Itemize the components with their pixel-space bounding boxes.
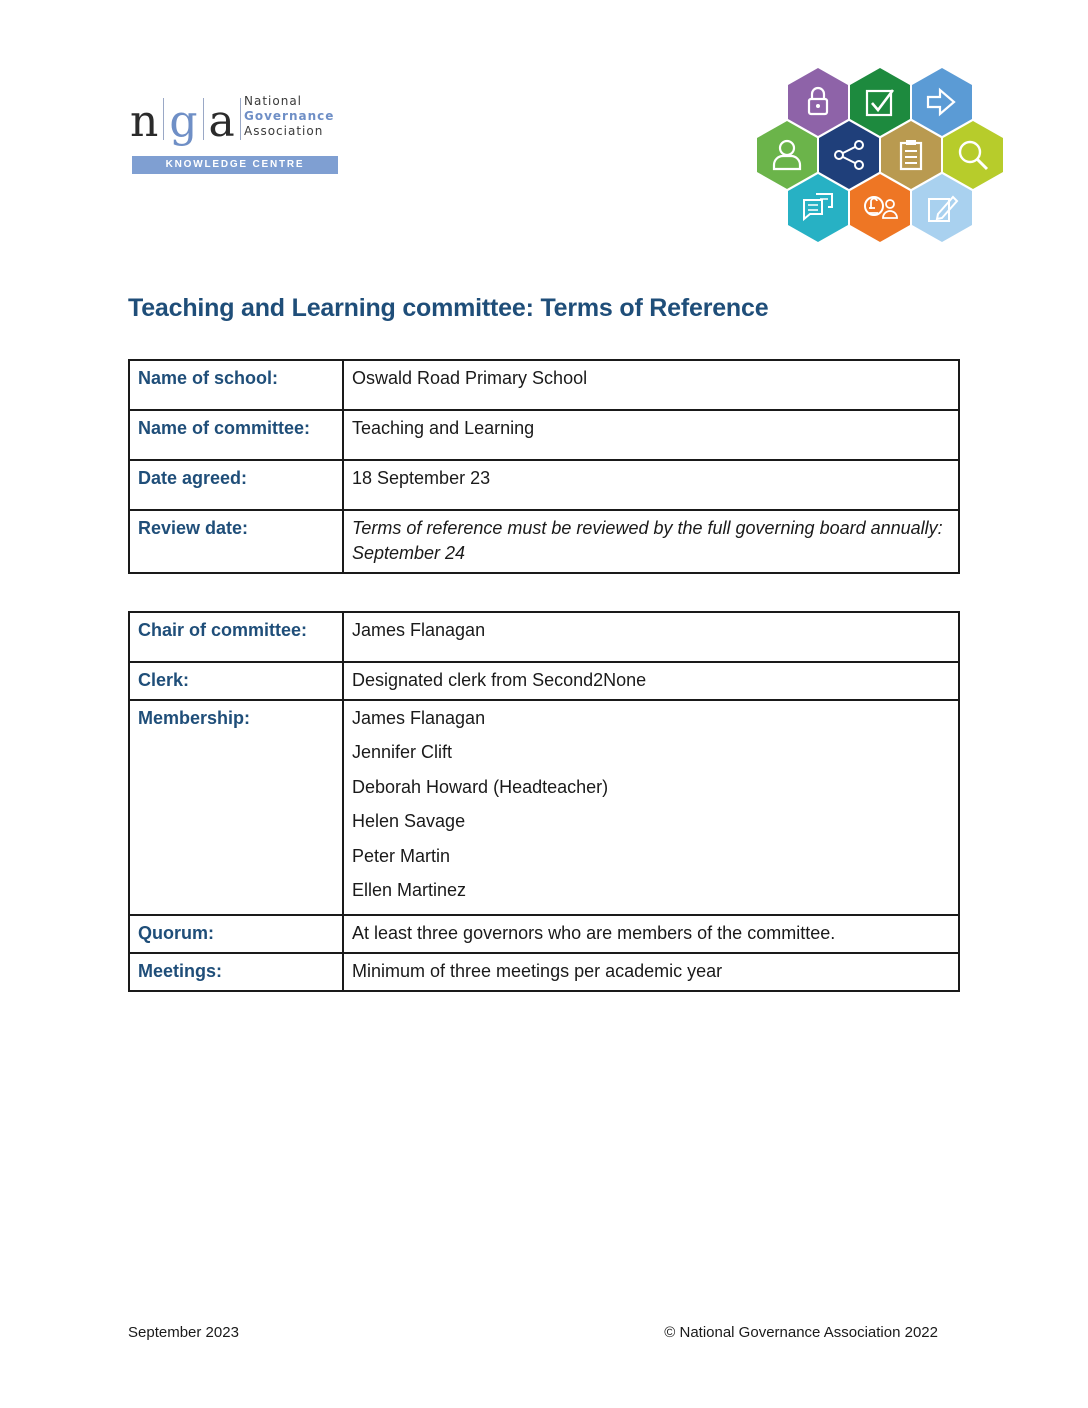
share-network-icon [819, 121, 879, 189]
table-row [129, 915, 959, 953]
date-agreed-value: 18 September 23 [343, 460, 959, 510]
person-icon [757, 121, 817, 189]
committee-name-label: Name of committee: [129, 410, 343, 460]
meetings-value: Minimum of three meetings per academic year [343, 953, 959, 991]
clipboard-icon [881, 121, 941, 189]
logo-letter-n: n [130, 96, 159, 147]
clerk-value: Designated clerk from Second2None [343, 662, 959, 700]
footer-date: September 2023 [128, 1324, 239, 1341]
pencil-edit-icon [912, 174, 972, 242]
review-date-label: Review date: [129, 510, 343, 573]
table-row [129, 410, 959, 460]
logo-letters [130, 92, 241, 147]
list-item: Jennifer Clift [352, 742, 453, 762]
quorum-value: At least three governors who are members of the committee. [343, 915, 959, 953]
review-date-value: Terms of reference must be reviewed by the full governing board annually: September 24 [343, 510, 959, 573]
membership-list [343, 700, 959, 915]
list-item: James Flanagan [352, 708, 486, 728]
page-title: Teaching and Learning committee: Terms of Reference [128, 294, 769, 322]
membership-label: Membership: [129, 700, 343, 915]
committee-details-table [128, 359, 960, 574]
chat-bubbles-icon [788, 174, 848, 242]
date-agreed-label: Date agreed: [129, 460, 343, 510]
quorum-label: Quorum: [129, 915, 343, 953]
pound-people-icon [850, 174, 910, 242]
footer-copyright: © National Governance Association 2022 [664, 1324, 938, 1341]
table-row [129, 510, 959, 573]
chair-value: James Flanagan [343, 612, 959, 662]
clerk-label: Clerk: [129, 662, 343, 700]
magnifier-icon [943, 121, 1003, 189]
table-row [129, 662, 959, 700]
list-item: Helen Savage [352, 811, 466, 831]
nga-logo [130, 92, 340, 176]
logo-word-governance: Governance [244, 109, 335, 123]
table-row [129, 460, 959, 510]
school-name-label: Name of school: [129, 360, 343, 410]
school-name-value: Oswald Road Primary School [343, 360, 959, 410]
table-row [129, 360, 959, 410]
table-row [129, 953, 959, 991]
logo-word-national: National [244, 94, 303, 108]
meetings-label: Meetings: [129, 953, 343, 991]
committee-membership-table [128, 611, 960, 992]
list-item: Deborah Howard (Headteacher) [352, 776, 609, 797]
padlock-icon [788, 68, 848, 136]
hex-icon-cluster [750, 62, 1010, 248]
logo-wordmark [244, 94, 334, 139]
logo-knowledge-centre-bar: KNOWLEDGE CENTRE [132, 156, 338, 174]
logo-letter-g: g [169, 96, 198, 147]
logo-divider [240, 98, 241, 140]
table-row [129, 700, 959, 915]
table-row [129, 612, 959, 662]
logo-letter-a: a [208, 96, 235, 147]
list-item: Ellen Martinez [352, 880, 467, 900]
logo-word-association: Association [244, 124, 324, 138]
arrow-icon [912, 68, 972, 136]
committee-name-value: Teaching and Learning [343, 410, 959, 460]
chair-label: Chair of committee: [129, 612, 343, 662]
list-item: Peter Martin [352, 845, 451, 866]
checkbox-icon [850, 68, 910, 136]
